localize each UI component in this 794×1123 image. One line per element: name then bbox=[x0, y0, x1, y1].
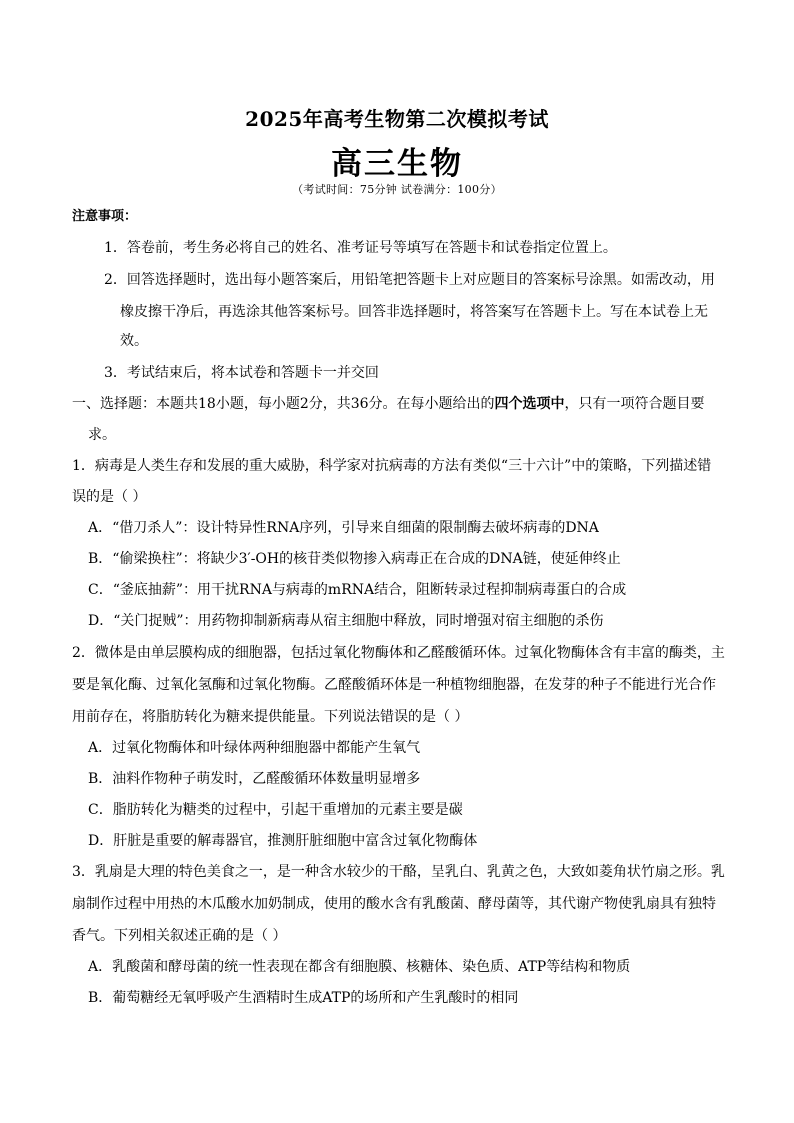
question-2-option-d: D．肝脏是重要的解毒器官，推测肝脏细胞中富含过氧化物酶体 bbox=[88, 833, 478, 849]
notice-item-2-line-1: 2．回答选择题时，选出每小题答案后，用铅笔把答题卡上对应题目的答案标号涂黑。如需改动，用 bbox=[104, 272, 715, 288]
question-1-option-b: B．“偷梁换柱”：将缺少3′-OH的核苷类似物掺入病毒正在合成的DNA链，使延伸终止 bbox=[88, 551, 621, 567]
question-3-stem-line-2: 扇制作过程中用热的木瓜酸水加奶制成，使用的酸水含有乳酸菌、酵母菌等，其代谢产物使乳扇具有独特 bbox=[72, 896, 716, 912]
exam-info: （考试时间：75分钟 试卷满分：100分） bbox=[292, 183, 502, 196]
notice-item-1: 1．答卷前，考生务必将自己的姓名、准考证号等填写在答题卡和试卷指定位置上。 bbox=[104, 240, 617, 256]
question-1-stem-line-1: 1．病毒是人类生存和发展的重大威胁，科学家对抗病毒的方法有类似“三十六计”中的策略，下列描述错 bbox=[72, 458, 712, 474]
question-3-stem-line-1: 3．乳扇是大理的特色美食之一，是一种含水较少的干酪，呈乳白、乳黄之色，大致如菱角状竹扇之形。乳 bbox=[72, 864, 725, 880]
question-2-stem-line-2: 要是氧化酶、过氧化氢酶和过氧化物酶。乙醛酸循环体是一种植物细胞器，在发芽的种子不能进行光合作 bbox=[72, 677, 716, 693]
question-1-option-c: C．“釜底抽薪”：用干扰RNA与病毒的mRNA结合，阻断转录过程抑制病毒蛋白的合成 bbox=[88, 582, 627, 598]
question-1-option-d: D．“关门捉贼”：用药物抑制新病毒从宿主细胞中释放，同时增强对宿主细胞的杀伤 bbox=[88, 613, 604, 629]
question-1-option-a: A．“借刀杀人”：设计特异性RNA序列，引导来自细菌的限制酶去破坏病毒的DNA bbox=[88, 520, 599, 536]
section-instructions-line-1 bbox=[72, 394, 705, 414]
notice-item-3: 3．考试结束后，将本试卷和答题卡一并交回 bbox=[104, 365, 379, 381]
section-instructions-suffix: ，只有一项符合题目要 bbox=[564, 396, 705, 412]
section-instructions-emphasis: 四个选项中 bbox=[494, 396, 565, 412]
subject-title: 高三生物 bbox=[331, 146, 463, 182]
section-instructions-line-2: 求。 bbox=[88, 427, 116, 443]
question-3-option-b: B．葡萄糖经无氧呼吸产生酒精时生成ATP的场所和产生乳酸时的相同 bbox=[88, 990, 519, 1006]
question-3-option-a: A．乳酸菌和酵母菌的统一性表现在都含有细胞膜、核糖体、染色质、ATP等结构和物质 bbox=[88, 959, 631, 975]
section-instructions-prefix: 一、选择题：本题共18小题，每小题2分，共36分。在每小题给出的 bbox=[72, 396, 495, 412]
notice-heading: 注意事项： bbox=[72, 209, 138, 224]
question-2-option-a: A．过氧化物酶体和叶绿体两种细胞器中都能产生氧气 bbox=[88, 740, 421, 756]
notice-item-2-line-3: 效。 bbox=[120, 333, 148, 349]
question-3-stem-line-3: 香气。下列相关叙述正确的是（ ） bbox=[72, 928, 287, 944]
question-2-stem-line-3: 用前存在，将脂肪转化为糖来提供能量。下列说法错误的是（ ） bbox=[72, 709, 469, 725]
question-2-option-b: B．油料作物种子萌发时，乙醛酸循环体数量明显增多 bbox=[88, 771, 421, 787]
question-2-stem-line-1: 2．微体是由单层膜构成的细胞器，包括过氧化物酶体和乙醛酸循环体。过氧化物酶体含有丰富的酶类，主 bbox=[72, 645, 725, 661]
notice-item-2-line-2: 橡皮擦干净后，再选涂其他答案标号。回答非选择题时，将答案写在答题卡上。写在本试卷上无 bbox=[120, 304, 708, 320]
question-2-option-c: C．脂肪转化为糖类的过程中，引起干重增加的元素主要是碳 bbox=[88, 802, 463, 818]
exam-title: 2025年高考生物第二次模拟考试 bbox=[245, 107, 549, 131]
question-1-stem-line-2: 误的是（ ） bbox=[72, 489, 147, 505]
